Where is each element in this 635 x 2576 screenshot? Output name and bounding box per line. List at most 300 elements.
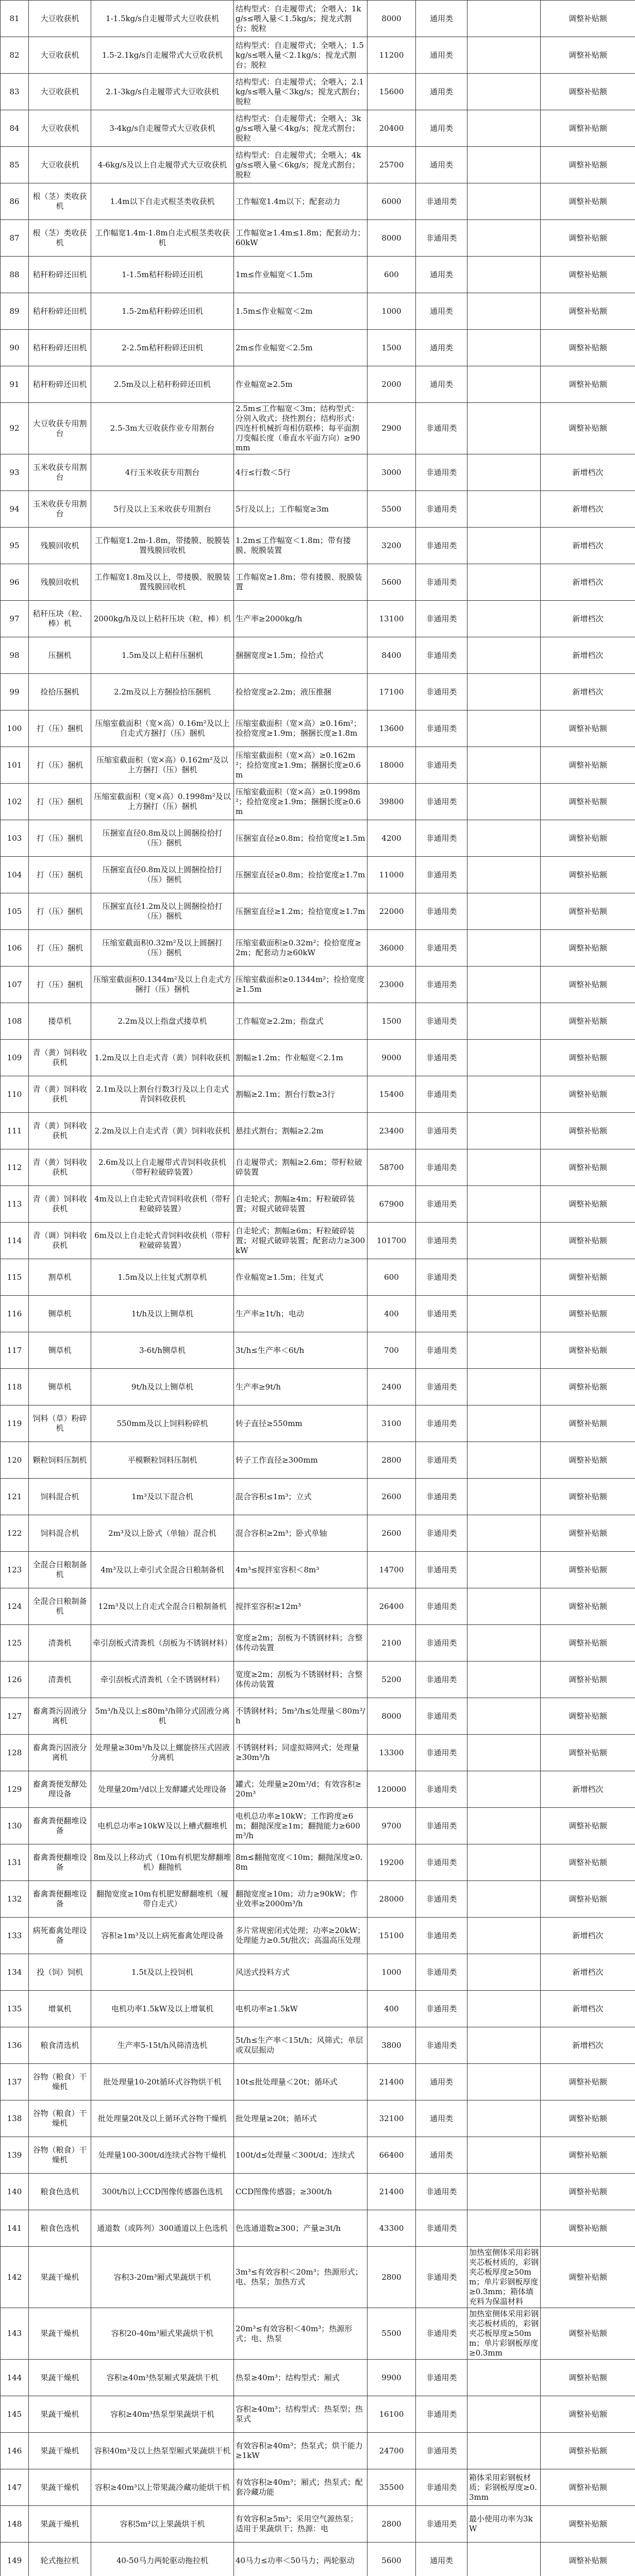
- item-scope: 非通用类: [416, 601, 467, 637]
- adjust-status: 调整补贴额: [541, 1003, 635, 1040]
- adjust-status: 调整补贴额: [541, 1698, 635, 1735]
- item-category: 打（压）捆机: [29, 857, 91, 893]
- item-name: 工作幅宽1.4m-1.8m自走式根茎类收获机: [91, 220, 234, 257]
- item-category: 饲料混合机: [29, 1479, 91, 1515]
- item-category: 大豆收获机: [29, 74, 91, 110]
- table-row: [1, 1405, 635, 1442]
- table-row: [1, 1369, 635, 1405]
- subsidy-amount: 2400: [367, 1369, 416, 1405]
- item-note: [467, 2027, 541, 2064]
- item-note: [467, 1113, 541, 1149]
- item-scope: 非通用类: [416, 1442, 467, 1479]
- adjust-status: 调整补贴额: [541, 2469, 635, 2506]
- subsidy-amount: 2600: [367, 1515, 416, 1552]
- item-number: 123: [1, 1552, 29, 1588]
- table-row: [1, 1, 635, 37]
- subsidy-amount: 15600: [367, 74, 416, 110]
- subsidy-amount: 20400: [367, 110, 416, 147]
- item-scope: 非通用类: [416, 1771, 467, 1808]
- item-name: 1.5-2m秸秆粉碎还田机: [91, 293, 234, 330]
- item-name: 处理量20m³/d以上发酵罐式处理设备: [91, 1771, 234, 1808]
- subsidy-amount: 600: [367, 1259, 416, 1296]
- subsidy-amount: 5500: [367, 2308, 416, 2360]
- item-spec: 压缩室截面积≥0.1344m²；捡拾宽度≥1.5m: [234, 967, 367, 1003]
- subsidy-amount: 2800: [367, 2247, 416, 2308]
- adjust-status: 调整补贴额: [541, 2247, 635, 2308]
- item-scope: 非通用类: [416, 1076, 467, 1113]
- item-name: 平模颗粒饲料压制机: [91, 1442, 234, 1479]
- item-note: [467, 747, 541, 784]
- adjust-status: 调整补贴额: [541, 1588, 635, 1625]
- item-category: 秸秆粉碎还田机: [29, 293, 91, 330]
- item-note: [467, 1405, 541, 1442]
- adjust-status: 调整补贴额: [541, 403, 635, 454]
- table-row: [1, 491, 635, 528]
- item-category: 青（黄）饲料收获机: [29, 1186, 91, 1223]
- table-row: [1, 2064, 635, 2100]
- item-note: 加热室侧体采用彩钢夹芯板材质的，彩钢夹芯板厚度≥50mm；单片彩钢板厚度≥0.3mm: [467, 2308, 541, 2360]
- item-category: 青（黄）饲料收获机: [29, 1076, 91, 1113]
- item-number: 93: [1, 454, 29, 491]
- table-row: [1, 857, 635, 893]
- item-note: [467, 1296, 541, 1332]
- item-category: 打（压）捆机: [29, 784, 91, 820]
- adjust-status: 调整补贴额: [541, 257, 635, 293]
- table-row: [1, 601, 635, 637]
- item-number: 148: [1, 2506, 29, 2543]
- table-row: [1, 220, 635, 257]
- item-spec: 宽度≥2m；刮板为不锈钢材料；含整体传动装置: [234, 1625, 367, 1662]
- adjust-status: 调整补贴额: [541, 930, 635, 967]
- table-row: [1, 366, 635, 403]
- item-name: 生产率5-15t/h风筛清选机: [91, 2027, 234, 2064]
- item-name: 工作幅宽1.2m-1.8m，带搂膜、脱膜装置残膜回收机: [91, 528, 234, 564]
- item-number: 98: [1, 637, 29, 674]
- item-number: 112: [1, 1149, 29, 1186]
- table-row: [1, 147, 635, 183]
- item-name: 3-6t/h铡草机: [91, 1332, 234, 1369]
- item-spec: 4m³≤搅拌室容积＜8m³: [234, 1552, 367, 1588]
- item-category: 果蔬干燥机: [29, 2506, 91, 2543]
- item-category: 畜禽粪便发酵处理设备: [29, 1771, 91, 1808]
- subsidy-amount: 3200: [367, 528, 416, 564]
- item-name: 1.5m及以上往复式割草机: [91, 1259, 234, 1296]
- table-row: [1, 1003, 635, 1040]
- item-name: 4-6kg/s及以上自走履带式大豆收获机: [91, 147, 234, 183]
- item-name: 容积3-20m³厢式果蔬烘干机: [91, 2247, 234, 2308]
- item-category: 铡草机: [29, 1332, 91, 1369]
- item-scope: 非通用类: [416, 2027, 467, 2064]
- item-spec: 工作幅宽≥2.2m；指盘式: [234, 1003, 367, 1040]
- item-name: 2.2m及以上指盘式搂草机: [91, 1003, 234, 1040]
- subsidy-amount: 9700: [367, 1808, 416, 1844]
- item-number: 82: [1, 37, 29, 74]
- item-category: 轮式拖拉机: [29, 2543, 91, 2576]
- item-scope: 非通用类: [416, 1259, 467, 1296]
- item-category: 秸秆粉碎还田机: [29, 257, 91, 293]
- item-scope: 非通用类: [416, 1552, 467, 1588]
- adjust-status: 调整补贴额: [541, 2543, 635, 2576]
- item-number: 103: [1, 820, 29, 857]
- item-scope: 非通用类: [416, 893, 467, 930]
- item-note: [467, 1369, 541, 1405]
- subsidy-amount: 14700: [367, 1552, 416, 1588]
- item-category: 果蔬干燥机: [29, 2469, 91, 2506]
- item-scope: 通用类: [416, 293, 467, 330]
- item-spec: 宽度≥2m；刮板为不锈钢材料；含整体传动装置: [234, 1662, 367, 1698]
- item-note: [467, 454, 541, 491]
- item-spec: 5行及以上；工作幅宽≥3m: [234, 491, 367, 528]
- item-category: 青（调）饲料收获机: [29, 1223, 91, 1259]
- item-scope: 非通用类: [416, 1881, 467, 1918]
- adjust-status: 调整补贴额: [541, 2100, 635, 2137]
- item-category: 清粪机: [29, 1625, 91, 1662]
- table-row: [1, 1698, 635, 1735]
- adjust-status: 新增档次: [541, 637, 635, 674]
- item-number: 111: [1, 1113, 29, 1149]
- item-spec: 100t/d≤处理量＜300t/d；连续式: [234, 2137, 367, 2174]
- item-category: 颗粒饲料压制机: [29, 1442, 91, 1479]
- item-spec: 压缩室截面积≥0.32m²；捡拾宽度≥2m；配套动力≥60kW: [234, 930, 367, 967]
- adjust-status: 调整补贴额: [541, 2064, 635, 2100]
- item-scope: 非通用类: [416, 1808, 467, 1844]
- item-spec: 自走轮式；割幅≥6m；籽粒破碎装置；对辊式破碎装置；配套动力≥300kW: [234, 1223, 367, 1259]
- item-name: 2m³及以上卧式（单轴）混合机: [91, 1515, 234, 1552]
- item-number: 88: [1, 257, 29, 293]
- adjust-status: 调整补贴额: [541, 857, 635, 893]
- adjust-status: 新增档次: [541, 491, 635, 528]
- item-note: [467, 147, 541, 183]
- subsidy-amount: 11200: [367, 37, 416, 74]
- table-row: [1, 820, 635, 857]
- item-scope: 非通用类: [416, 2433, 467, 2469]
- subsidy-amount: 5600: [367, 2543, 416, 2576]
- subsidy-amount: 13300: [367, 1735, 416, 1771]
- adjust-status: 调整补贴额: [541, 1405, 635, 1442]
- adjust-status: 调整补贴额: [541, 37, 635, 74]
- item-number: 116: [1, 1296, 29, 1332]
- item-note: [467, 74, 541, 110]
- item-number: 141: [1, 2210, 29, 2247]
- subsidy-amount: 1500: [367, 1003, 416, 1040]
- item-note: [467, 1991, 541, 2027]
- item-spec: 电机总功率≥10kW；工作跨度≥6m；翻抛深度≥1m；翻抛能力≥600m³/h: [234, 1808, 367, 1844]
- item-number: 89: [1, 293, 29, 330]
- item-scope: 非通用类: [416, 1954, 467, 1991]
- adjust-status: 调整补贴额: [541, 893, 635, 930]
- subsidy-amount: 21400: [367, 2064, 416, 2100]
- item-category: 打（压）捆机: [29, 710, 91, 747]
- item-category: 粮食色选机: [29, 2174, 91, 2210]
- table-row: [1, 1296, 635, 1332]
- subsidy-amount: 28000: [367, 1881, 416, 1918]
- item-category: 畜禽粪污固液分离机: [29, 1735, 91, 1771]
- adjust-status: 调整补贴额: [541, 820, 635, 857]
- subsidy-amount: 9000: [367, 1040, 416, 1076]
- subsidy-amount: 2000: [367, 366, 416, 403]
- item-name: 2.2m及以上方捆捡拾压捆机: [91, 674, 234, 710]
- item-number: 138: [1, 2100, 29, 2137]
- adjust-status: 调整补贴额: [541, 1223, 635, 1259]
- item-note: [467, 2396, 541, 2433]
- adjust-status: 调整补贴额: [541, 1625, 635, 1662]
- item-name: 4行玉米收获专用割台: [91, 454, 234, 491]
- subsidy-amount: 21400: [367, 2174, 416, 2210]
- item-scope: 通用类: [416, 2543, 467, 2576]
- adjust-status: 调整补贴额: [541, 1442, 635, 1479]
- item-category: 大豆收获机: [29, 110, 91, 147]
- item-number: 118: [1, 1369, 29, 1405]
- item-scope: 非通用类: [416, 1918, 467, 1954]
- item-note: [467, 1076, 541, 1113]
- item-scope: 通用类: [416, 330, 467, 366]
- table-row: [1, 183, 635, 220]
- item-name: 容积≥40m³热泵型果蔬烘干机: [91, 2396, 234, 2433]
- adjust-status: 调整补贴额: [541, 1552, 635, 1588]
- item-number: 137: [1, 2064, 29, 2100]
- item-note: [467, 1, 541, 37]
- item-category: 青（黄）饲料收获机: [29, 1113, 91, 1149]
- item-scope: 非通用类: [416, 491, 467, 528]
- item-spec: 2.5m≤工作幅宽＜3m；结构型式：分别入收式；挠性割台；结构形式：四连杆机械折弯相仿联棒；每平面割刀变幅长度（垂直水平面方向）≥90mm: [234, 403, 367, 454]
- item-spec: 结构型式：自走履带式；全喂入；1.5kg/s≤喂入量＜2.1kg/s；搅龙式割台；脱粒: [234, 37, 367, 74]
- item-spec: 不锈钢材料；同虚拟筛网式；处理量≥30m³/h: [234, 1735, 367, 1771]
- item-spec: 压缩室截面积（宽×高）≥0.1998m²；捡拾宽度≥1.9m；捆捆长度≥0.6m: [234, 784, 367, 820]
- item-category: 秸秆压块（粒、棒）机: [29, 601, 91, 637]
- item-number: 83: [1, 74, 29, 110]
- item-scope: 非通用类: [416, 1296, 467, 1332]
- item-name: 容积40m³及以上热泵型厢式果蔬烘干机: [91, 2433, 234, 2469]
- subsidy-amount: 67900: [367, 1186, 416, 1223]
- subsidy-amount: 6000: [367, 183, 416, 220]
- subsidy-amount: 3800: [367, 2027, 416, 2064]
- item-name: 1.2m及以上自走式青（黄）饲料收获机: [91, 1040, 234, 1076]
- table-row: [1, 1149, 635, 1186]
- item-name: 2.1m及以上割台行数3行及以上自走式青饲料收获机: [91, 1076, 234, 1113]
- subsidy-amount: 16100: [367, 2396, 416, 2433]
- item-spec: 捡拾宽度≥2.2m；液压推捆: [234, 674, 367, 710]
- subsidy-amount: 700: [367, 1332, 416, 1369]
- adjust-status: 调整补贴额: [541, 2210, 635, 2247]
- item-scope: 非通用类: [416, 2506, 467, 2543]
- item-spec: 生产率≥9t/h: [234, 1369, 367, 1405]
- item-scope: 非通用类: [416, 454, 467, 491]
- item-note: [467, 2100, 541, 2137]
- subsidy-amount: 600: [367, 257, 416, 293]
- item-name: 40-50马力两轮驱动拖拉机: [91, 2543, 234, 2576]
- table-row: [1, 637, 635, 674]
- item-category: 根（茎）类收获机: [29, 220, 91, 257]
- item-number: 143: [1, 2308, 29, 2360]
- item-scope: 非通用类: [416, 820, 467, 857]
- item-category: 大豆收获机: [29, 147, 91, 183]
- item-name: 1.4m以下自走式根茎类收获机: [91, 183, 234, 220]
- item-category: 全混合日粮制备机: [29, 1588, 91, 1625]
- subsidy-amount: 1000: [367, 1954, 416, 1991]
- item-number: 108: [1, 1003, 29, 1040]
- item-spec: 热泵≥40m³；结构型式：厢式: [234, 2360, 367, 2396]
- item-number: 85: [1, 147, 29, 183]
- item-scope: 非通用类: [416, 2469, 467, 2506]
- item-note: [467, 293, 541, 330]
- item-spec: 压捆室直径≥1.2m；捡拾宽度≥1.7m: [234, 893, 367, 930]
- item-note: [467, 1808, 541, 1844]
- item-category: 玉米收获专用割台: [29, 454, 91, 491]
- item-scope: 非通用类: [416, 1625, 467, 1662]
- item-note: [467, 220, 541, 257]
- subsidy-amount: 15400: [367, 1076, 416, 1113]
- item-scope: 通用类: [416, 257, 467, 293]
- table-row: [1, 967, 635, 1003]
- item-note: [467, 1771, 541, 1808]
- item-category: 谷物（粮食）干燥机: [29, 2064, 91, 2100]
- item-number: 90: [1, 330, 29, 366]
- item-number: 139: [1, 2137, 29, 2174]
- item-spec: 罐式；处理量≥20m³/d；有效容积≥20m³: [234, 1771, 367, 1808]
- item-category: 病死畜禽处理设备: [29, 1918, 91, 1954]
- item-scope: 非通用类: [416, 2308, 467, 2360]
- table-row: [1, 2506, 635, 2543]
- item-category: 割草机: [29, 1259, 91, 1296]
- subsidy-amount: 22000: [367, 893, 416, 930]
- table-row: [1, 1625, 635, 1662]
- item-category: 打（压）捆机: [29, 893, 91, 930]
- item-name: 压缩室截面积（宽×高）0.162m²及以上方捆打（压）捆机: [91, 747, 234, 784]
- table-row: [1, 1735, 635, 1771]
- item-category: 青（黄）饲料收获机: [29, 1040, 91, 1076]
- item-scope: 非通用类: [416, 674, 467, 710]
- item-spec: 转子直径≥550mm: [234, 1405, 367, 1442]
- item-spec: 转子工作直径≥300mm: [234, 1442, 367, 1479]
- item-name: 4m及以上自走轮式青饲料收获机（带籽粒破碎装置）: [91, 1186, 234, 1223]
- subsidy-amount: 23000: [367, 967, 416, 1003]
- item-number: 147: [1, 2469, 29, 2506]
- table-row: [1, 1040, 635, 1076]
- item-scope: 非通用类: [416, 2396, 467, 2433]
- adjust-status: 调整补贴额: [541, 1040, 635, 1076]
- item-spec: 悬挂式割台；割幅≥2.2m: [234, 1113, 367, 1149]
- item-number: 120: [1, 1442, 29, 1479]
- item-category: 增氧机: [29, 1991, 91, 2027]
- table-row: [1, 564, 635, 601]
- subsidy-amount: 13100: [367, 601, 416, 637]
- item-note: [467, 257, 541, 293]
- item-scope: 非通用类: [416, 1479, 467, 1515]
- item-category: 残膜回收机: [29, 564, 91, 601]
- adjust-status: 调整补贴额: [541, 110, 635, 147]
- item-scope: 非通用类: [416, 747, 467, 784]
- item-name: 2.5m及以上秸秆粉碎还田机: [91, 366, 234, 403]
- subsidy-amount: 18000: [367, 747, 416, 784]
- subsidy-amount: 5500: [367, 491, 416, 528]
- item-note: [467, 710, 541, 747]
- item-scope: 非通用类: [416, 1003, 467, 1040]
- table-row: [1, 2543, 635, 2576]
- item-name: 5m³/h及以上≤80m³/h筛分式固液分离机: [91, 1698, 234, 1735]
- item-spec: 3m³≤有效容积＜20m³；热源形式；电、热泵；加热方式: [234, 2247, 367, 2308]
- item-spec: 有效容积≥5m³；采用空气源热泵；适用于果蔬烘干；热源：电: [234, 2506, 367, 2543]
- item-name: 1t/h及以上铡草机: [91, 1296, 234, 1332]
- item-spec: 结构型式：自走履带式；全喂入；1kg/s≤喂入量＜1.5kg/s；搅龙式割台；脱粒: [234, 1, 367, 37]
- item-spec: 不锈钢材料；5m³/h≤处理量＜80m³/h: [234, 1698, 367, 1735]
- item-name: 压缩室截面积（宽×高）0.16m²及以上自走式方捆打（压）捆机: [91, 710, 234, 747]
- table-row: [1, 1991, 635, 2027]
- item-note: [467, 1479, 541, 1515]
- item-note: [467, 1515, 541, 1552]
- item-name: 容积≥1m³及以上病死畜禽处理设备: [91, 1918, 234, 1954]
- subsidy-amount: 19200: [367, 1844, 416, 1881]
- item-category: 秸秆粉碎还田机: [29, 330, 91, 366]
- item-note: [467, 637, 541, 674]
- item-number: 142: [1, 2247, 29, 2308]
- item-scope: 通用类: [416, 1, 467, 37]
- item-name: 压缩室截面积0.32m²及以上圆捆打（压）捆机: [91, 930, 234, 967]
- adjust-status: 新增档次: [541, 674, 635, 710]
- subsidy-amount: 400: [367, 1991, 416, 2027]
- item-scope: 非通用类: [416, 1698, 467, 1735]
- table-row: [1, 293, 635, 330]
- item-name: 2.2m及以上自走式青（黄）饲料收获机: [91, 1113, 234, 1149]
- adjust-status: 调整补贴额: [541, 293, 635, 330]
- item-name: 批处理量20t及以上循环式谷物干燥机: [91, 2100, 234, 2137]
- item-spec: 作业幅宽≥2.5m: [234, 366, 367, 403]
- item-scope: 非通用类: [416, 403, 467, 454]
- item-spec: 翻抛宽度≥10m；动力≥90kW；作业效率≥2000m³/h: [234, 1881, 367, 1918]
- table-row: [1, 2247, 635, 2308]
- item-name: 翻抛宽度≥10m有机肥发酵翻堆机（履带自走式）: [91, 1881, 234, 1918]
- table-row: [1, 1954, 635, 1991]
- item-scope: 非通用类: [416, 637, 467, 674]
- subsidy-amount: 32100: [367, 2100, 416, 2137]
- item-note: [467, 330, 541, 366]
- item-scope: 非通用类: [416, 1991, 467, 2027]
- item-note: [467, 1954, 541, 1991]
- table-row: [1, 2210, 635, 2247]
- item-note: [467, 564, 541, 601]
- table-row: [1, 1662, 635, 1698]
- item-note: [467, 2174, 541, 2210]
- item-category: 打（压）捆机: [29, 747, 91, 784]
- item-scope: 非通用类: [416, 2360, 467, 2396]
- table-row: [1, 110, 635, 147]
- table-row: [1, 2433, 635, 2469]
- item-scope: 非通用类: [416, 2247, 467, 2308]
- adjust-status: 新增档次: [541, 1954, 635, 1991]
- item-name: 550mm及以上饲料粉碎机: [91, 1405, 234, 1442]
- table-row: [1, 1186, 635, 1223]
- item-scope: 非通用类: [416, 1405, 467, 1442]
- item-scope: 通用类: [416, 74, 467, 110]
- adjust-status: 调整补贴额: [541, 2506, 635, 2543]
- item-name: 2.1-3kg/s自走履带式大豆收获机: [91, 74, 234, 110]
- item-number: 91: [1, 366, 29, 403]
- adjust-status: 调整补贴额: [541, 1149, 635, 1186]
- item-note: [467, 893, 541, 930]
- item-scope: 非通用类: [416, 528, 467, 564]
- item-number: 107: [1, 967, 29, 1003]
- item-name: 8m及以上移动式（10m有机肥发酵翻堆机）翻抛机: [91, 1844, 234, 1881]
- item-note: [467, 1698, 541, 1735]
- item-category: 捡拾压捆机: [29, 674, 91, 710]
- item-scope: 非通用类: [416, 183, 467, 220]
- subsidy-amount: 25700: [367, 147, 416, 183]
- adjust-status: 新增档次: [541, 564, 635, 601]
- item-name: 工作幅宽1.8m及以上，带搂膜、脱膜装置残膜回收机: [91, 564, 234, 601]
- item-number: 94: [1, 491, 29, 528]
- subsidy-amount: 2100: [367, 1625, 416, 1662]
- table-row: [1, 1918, 635, 1954]
- subsidy-amount: 17100: [367, 674, 416, 710]
